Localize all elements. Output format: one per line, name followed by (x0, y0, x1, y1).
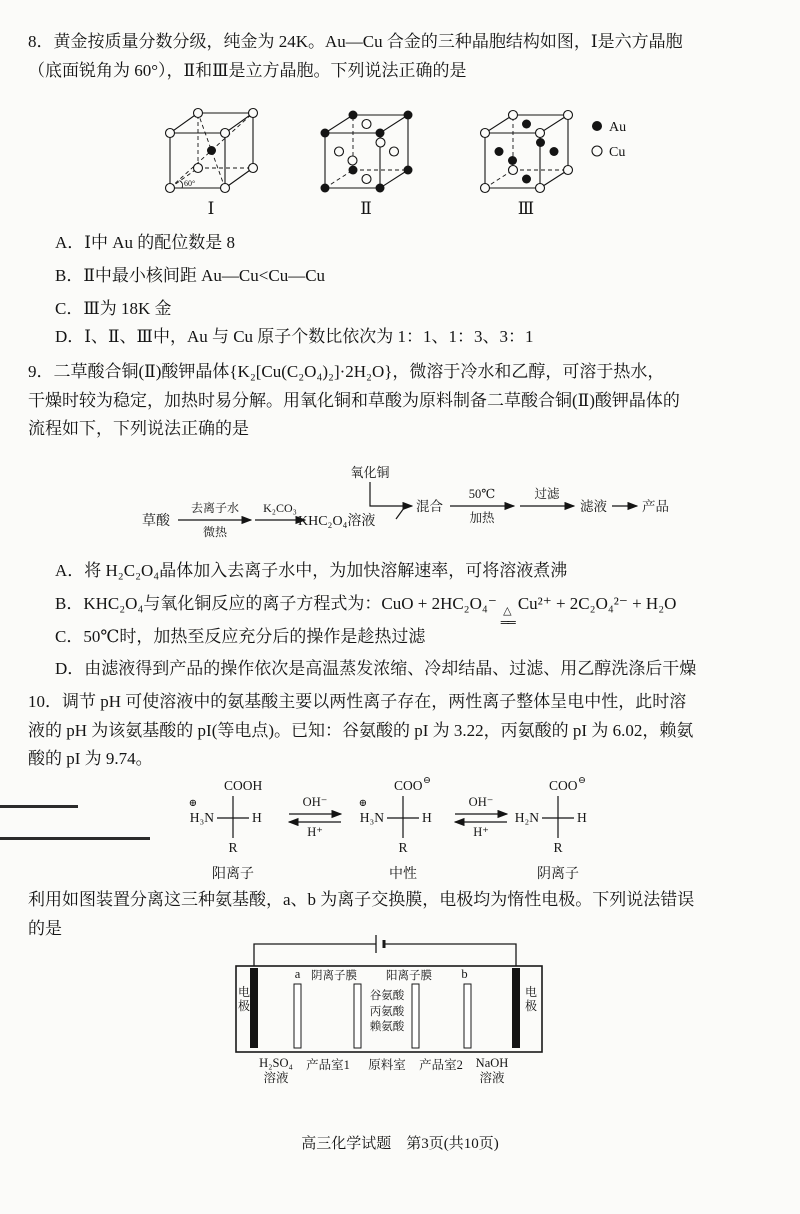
amino-acid-svg (148, 772, 648, 884)
option-key: D． (55, 659, 85, 678)
flow-label-k2co3: K₂CO₃ (263, 501, 297, 515)
option-key: B． (55, 266, 84, 285)
q8-option-b (55, 261, 325, 286)
anion-h2n: H₂N (514, 810, 539, 825)
q10-stem2-line2: 的是 (28, 918, 62, 938)
legend-au-dot (592, 121, 602, 131)
crystal-cells-svg (150, 88, 650, 223)
product-room2-label: 产品室2 (419, 1058, 463, 1072)
cell3-label: Ⅲ (517, 199, 535, 218)
q10-amino-figure (148, 772, 648, 884)
zwitterion-bonds (387, 796, 419, 838)
q10-stem (28, 688, 693, 774)
anion-coo: COO (549, 778, 578, 793)
left-electrode-label: 电极 (237, 985, 250, 1013)
product-room1-label: 产品室1 (306, 1058, 350, 1072)
q10-stem2-line1: 利用如图装置分离这三种氨基酸，a、b 为离子交换膜，电极均为惰性电极。下列说法错误 (28, 890, 695, 909)
legend-cu-label: Cu (609, 145, 626, 160)
anion-membrane-label: 阴离子膜 (311, 970, 357, 982)
legend-au-label: Au (609, 120, 627, 135)
q9-option-a (55, 556, 567, 581)
q8-stem-line1: 8．黄金按质量分数分级，纯金为 24K。Au—Cu 合金的三种晶胞结构如图，Ⅰ是六方晶胞 (28, 32, 683, 51)
q9-stem (28, 358, 680, 444)
cell2-cu-face-atoms (335, 120, 399, 184)
q9-stem-line3: 流程如下，下列说法正确的是 (28, 419, 249, 438)
q8-stem (28, 28, 683, 85)
right-solution-label (468, 1056, 516, 1086)
flow-chart-svg (138, 462, 738, 550)
equilibrium2-h-label: H⁺ (473, 825, 489, 839)
heating-symbol: △ (503, 605, 512, 617)
anion-membrane (354, 984, 361, 1048)
flow-arrows (178, 482, 637, 520)
zwitterion-minus-charge: ⊖ (423, 776, 431, 786)
cation-membrane-label: 阳离子膜 (386, 970, 432, 982)
flow-connector-oxide (370, 482, 412, 506)
zwitterion-r: R (398, 840, 408, 855)
left-electrode-bar (250, 968, 258, 1048)
device-wires (254, 935, 516, 966)
option-text-pre: KHC₂O₄与氧化铜反应的离子方程式为：CuO + 2HC₂O₄⁻ (83, 594, 497, 613)
flow-label-deionized-water: 去离子水 (190, 501, 240, 515)
left-solution-label (252, 1056, 300, 1086)
q8-option-c (55, 294, 172, 319)
legend-cu-dot (592, 146, 602, 156)
cation-cooh: COOH (224, 778, 263, 793)
q9-flow-chart (138, 462, 738, 550)
anion-label: 阴离子 (537, 867, 579, 882)
option-text: Ⅲ为 18K 金 (83, 299, 172, 318)
anion-minus-charge: ⊖ (578, 776, 586, 786)
flow-node-copper-oxide: 氧化铜 (350, 465, 390, 480)
q10-device-figure (224, 934, 556, 1099)
option-text: 由滤液得到产品的操作依次是高温蒸发浓缩、冷却结晶、过滤、用乙醇洗涤后干燥 (84, 659, 697, 678)
right-wire (384, 944, 516, 966)
option-key: A． (55, 561, 85, 580)
flow-node-khc2o4-solution: KHC₂O₄溶液 (298, 514, 376, 529)
q8-stem-line2: （底面锐角为 60°），Ⅱ和Ⅲ是立方晶胞。下列说法正确的是 (28, 60, 467, 80)
cell1-label: Ⅰ (207, 199, 215, 218)
q10-stem-line1: 10．调节 pH 可使溶液中的氨基酸主要以两性离子存在，两性离子整体呈电中性，此时溶 (28, 692, 687, 711)
q9-option-d (55, 654, 696, 679)
flow-node-filtrate: 滤液 (580, 499, 607, 514)
cation-bonds (217, 796, 249, 838)
page-footer: 高三化学试题 第3页(共10页) (301, 1136, 499, 1152)
option-text: Ⅰ、Ⅱ、Ⅲ中，Au 与 Cu 原子个数比依次为 1：1、1：3、3：1 (84, 327, 534, 346)
cation-plus-charge: ⊕ (188, 798, 198, 809)
q10-stem-line2: 液的 pH 为该氨基酸的 pI(等电点)。已知：谷氨酸的 pI 为 3.22，丙氨酸的 pI 为 6.02，赖氨 (28, 720, 694, 740)
flow-label-heat: 加热 (469, 511, 495, 525)
option-text: 50℃时，加热至反应充分后的操作是趁热过滤 (83, 627, 426, 646)
cation-membrane (412, 984, 419, 1048)
feed-room-contents (362, 989, 412, 1036)
right-electrode-bar (512, 968, 520, 1048)
cation-label: 阳离子 (212, 867, 254, 882)
scan-artifact-line (0, 805, 78, 808)
cell1-angle-arc (180, 181, 183, 189)
equilibrium1-oh-label: OH⁻ (302, 795, 328, 809)
right-electrode-label: 电极 (524, 985, 537, 1013)
q9-option-c (55, 622, 425, 647)
cell2-label: Ⅱ (360, 199, 372, 218)
zwitterion-coo: COO (394, 778, 423, 793)
option-key: B． (55, 594, 84, 613)
flow-label-filter: 过滤 (534, 487, 560, 501)
option-key: C． (55, 299, 84, 318)
option-text: Ⅰ中 Au 的配位数是 8 (84, 233, 236, 252)
equilibrium2-oh-label: OH⁻ (468, 795, 494, 809)
cation-r: R (228, 840, 238, 855)
anion-r: R (553, 840, 563, 855)
q9-stem-line2: 干燥时较为稳定，加热时易分解。用氧化铜和草酸为原料制备二草酸合铜(Ⅱ)酸钾晶体的 (28, 390, 680, 410)
cation-h3n: H₃N (189, 810, 214, 825)
q10-stem-line3: 酸的 pI 为 9.74。 (28, 749, 153, 768)
flow-label-temp: 50℃ (468, 487, 496, 501)
cell1-angle-label: 60° (184, 179, 196, 188)
zwitterion-h3n: H₃N (359, 810, 384, 825)
cation-h: H (252, 810, 262, 825)
feed-alanine: 丙氨酸 (369, 1005, 405, 1018)
reaction-condition (501, 606, 514, 628)
feed-room-label: 原料室 (368, 1058, 406, 1072)
zwitterion-h: H (422, 810, 432, 825)
anion-h: H (577, 810, 587, 825)
equilibrium1-h-label: H⁺ (307, 825, 323, 839)
equation-equals: ══ (500, 615, 514, 629)
feed-glutamic-acid: 谷氨酸 (369, 990, 405, 1002)
cell3-au-face-atoms (495, 120, 559, 184)
solution-line: 溶液 (263, 1071, 289, 1085)
membrane-a-label: a (294, 967, 301, 981)
flow-node-oxalic-acid: 草酸 (142, 514, 170, 529)
option-text: 将 H₂C₂O₄晶体加入去离子水中，为加快溶解速率，可将溶液煮沸 (84, 561, 568, 580)
left-wire (254, 944, 376, 966)
membrane-b-label: b (461, 967, 468, 981)
flow-connector-solution (396, 508, 404, 519)
option-key: A． (55, 233, 85, 252)
option-key: D． (55, 327, 85, 346)
q8-option-d (55, 322, 534, 347)
flow-node-product: 产品 (642, 499, 669, 514)
q9-stem-line1: 9．二草酸合铜(Ⅱ)酸钾晶体{K₂[Cu(C₂O₄)₂]·2H₂O}，微溶于冷水和乙醇，可溶于热水， (28, 362, 665, 381)
option-text-post: Cu²⁺ + 2C₂O₄²⁻ + H₂O (517, 594, 677, 613)
q8-option-a (55, 228, 235, 253)
option-key: C． (55, 627, 84, 646)
membrane-a (294, 984, 301, 1048)
flow-node-mix: 混合 (416, 499, 443, 514)
h2so4-line: H₂SO₄ (259, 1056, 293, 1070)
zwitterion-plus-charge: ⊕ (358, 798, 368, 809)
anion-bonds (542, 796, 574, 838)
zwitterion-label: 中性 (389, 867, 417, 882)
feed-lysine: 赖氨酸 (369, 1021, 405, 1033)
naoh-line: NaOH (475, 1056, 509, 1070)
solution-line: 溶液 (479, 1071, 505, 1085)
membrane-b (464, 984, 471, 1048)
q8-crystal-figure (150, 88, 650, 223)
cell1-au-center-atom (207, 146, 216, 155)
scan-artifact-line (0, 837, 150, 840)
option-text: Ⅱ中最小核间距 Au—Cu<Cu—Cu (83, 266, 326, 285)
flow-label-gentle-heat: 微热 (202, 525, 228, 539)
